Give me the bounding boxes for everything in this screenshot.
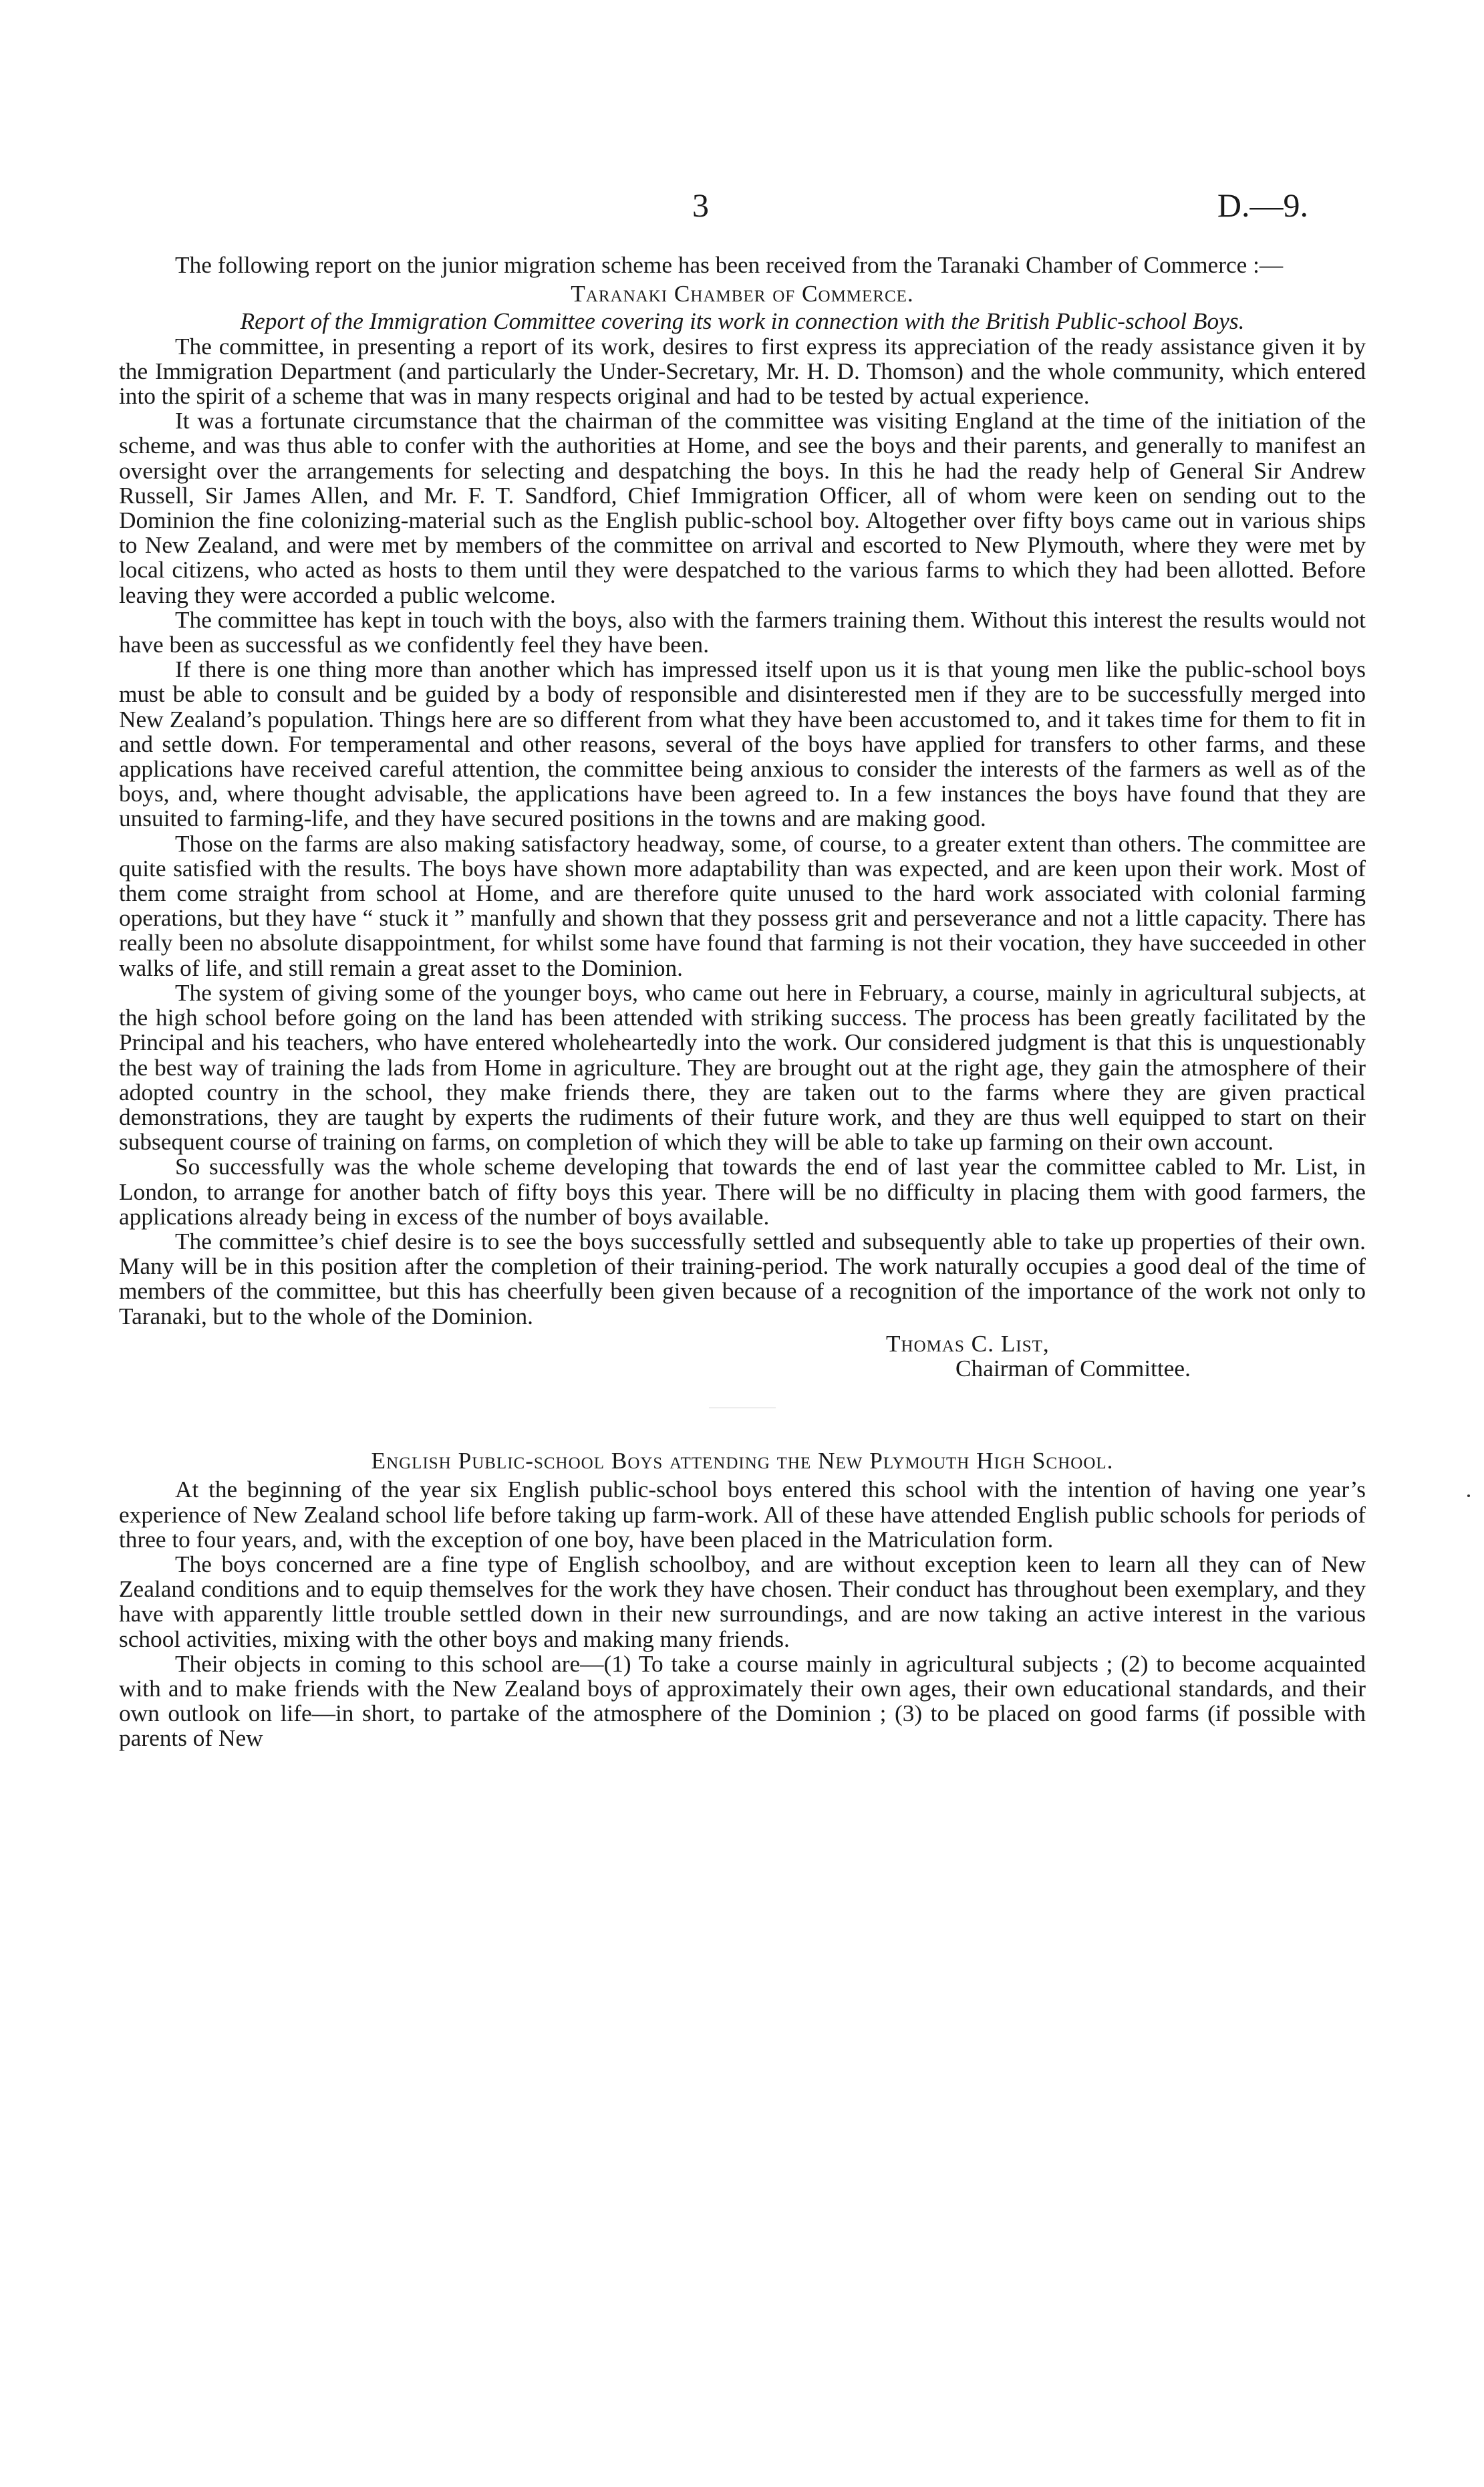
report-paragraph: So successfully was the whole scheme developing that towards the end of last year the committee cabled to Mr. List, in London, to arrange for another batch of fifty boys this year. There will be no difficulty in placing them with good farmers, the applications already being in excess of the number of boys available.: [119, 1154, 1366, 1230]
report-paragraph: The committee’s chief desire is to see the boys successfully settled and subsequently able to take up properties of their own. Many will be in this position after the completion of their training-period. The work naturally occupies a good deal of the time of members of the committee, but this has cheerfully been given because of a recognition of the importance of the work not only to Taranaki, but to the whole of the Dominion.: [119, 1228, 1366, 1329]
document-reference: D.—9.: [1217, 186, 1308, 224]
section-heading: English Public-school Boys attending the New Plymouth High School.: [371, 1448, 1114, 1474]
report-paragraph: The committee, in presenting a report of its work, desires to first express its appreciation of the ready assistance given it by the Immigration Department (and particularly the Under-Secretary, Mr. H. D. Thomson) and the whole community, which entered into the spirit of a scheme that was in many respects original and had to be tested by actual experience.: [119, 333, 1366, 410]
page-number: 3: [692, 186, 709, 224]
report-org-heading: Taranaki Chamber of Commerce.: [571, 281, 914, 307]
report-paragraph: It was a fortunate circumstance that the chairman of the committee was visiting England at the time of the initiation of the scheme, and was thus able to confer with the authorities at Home, and see the boys and their parents, and generally to manifest an oversight over the arrangements for selecting and despatching the boys. In this he had the ready help of General Sir Andrew Russell, Sir James Allen, and Mr. F. T. Sandford, Chief Immigration Officer, all of whom were keen on sending out to the Dominion the fine colonizing-material such as the English public-school boy. Altogether over fifty boys came out in various ships to New Zealand, and were met by members of the committee on arrival and escorted to New Plymouth, where they were met by local citizens, who acted as hosts to them until they were despatched to the various farms to which they had been allotted. Before leaving they were accorded a public welcome.: [119, 408, 1366, 608]
report-subtitle: Report of the Immigration Committee covering its work in connection with the British Public-school Boys.: [240, 308, 1245, 335]
report-paragraph: Those on the farms are also making satisfactory headway, some, of course, to a greater extent than others. The committee are quite satisfied with the results. The boys have shown more adaptability than was expected, and are keen upon their work. Most of them come straight from school at Home, and are therefore quite unused to the hard work associated with colonial farming operations, but they have “ stuck it ” manfully and shown that they possess grit and perseverance and not a little capacity. There has really been no absolute disappointment, for whilst some have found that farming is not their vocation, they have succeeded in other walks of life, and still remain a great asset to the Dominion.: [119, 830, 1366, 981]
page-speck: [1467, 1494, 1470, 1497]
section-paragraph: Their objects in coming to this school are—(1) To take a course mainly in agricultural subjects ; (2) to become acquainted with and to make friends with the New Zealand boys of approximately their own ages, their own educational standards, and their own outlook on life—in short, to partake of the atmosphere of the Dominion ; (3) to be placed on good farms (if possible with parents of New: [119, 1650, 1366, 1752]
signatory-title: Chairman of Committee.: [955, 1355, 1191, 1382]
section-paragraph: The boys concerned are a fine type of English schoolboy, and are without exception keen to learn all they can of New Zealand conditions and to equip themselves for the work they have chosen. Their conduct has throughout been exemplary, and they have with apparently little trouble settled down in their new surroundings, and are now taking an active interest in the various school activities, mixing with the other boys and making many friends.: [119, 1551, 1366, 1652]
signatory-name: Thomas C. List,: [886, 1330, 1050, 1357]
section-paragraph: At the beginning of the year six English public-school boys entered this school with the intention of having one year’s experience of New Zealand school life before taking up farm-work. All of these have attended English public schools for periods of three to four years, and, with the exception of one boy, have been placed in the Matriculation form.: [119, 1476, 1366, 1553]
report-paragraph: If there is one thing more than another which has impressed itself upon us it is that young men like the public-school boys must be able to consult and be guided by a body of responsible and disinterested men if they are to be successfully merged into New Zealand’s population. Things here are so different from what they have been accustomed to, and it takes time for them to fit in and settle down. For temperamental and other reasons, several of the boys have applied for transfers to other farms, and these applications have received careful attention, the committee being anxious to consider the interests of the farmers as well as of the boys, and, where thought advisable, the applications have been agreed to. In a few instances the boys have found that they are unsuited to farming-life, and they have secured positions in the towns and are making good.: [119, 656, 1366, 832]
report-paragraph: The system of giving some of the younger boys, who came out here in February, a course, mainly in agricultural subjects, at the high school before going on the land has been attended with striking success. The process has been greatly facilitated by the Principal and his teachers, who have entered wholeheartedly into the work. Our considered judgment is that this is unquestionably the best way of training the lads from Home in agriculture. They are brought out at the right age, they gain the atmosphere of their adopted country in the school, they make friends there, they are taken out to the farms where they are given practical demonstrations, they are taught by experts the rudiments of their future work, and they are thus well equipped to start on their subsequent course of training on farms, on completion of which they will be able to take up farming on their own account.: [119, 979, 1366, 1156]
intro-paragraph: The following report on the junior migration scheme has been received from the Taranaki Chamber of Commerce :—: [175, 252, 1284, 278]
report-paragraph: The committee has kept in touch with the boys, also with the farmers training them. Without this interest the results would not have been as successful as we confidently feel they have been.: [119, 606, 1366, 658]
signature-block: [886, 1331, 1366, 1381]
page-body: [119, 253, 1366, 1751]
